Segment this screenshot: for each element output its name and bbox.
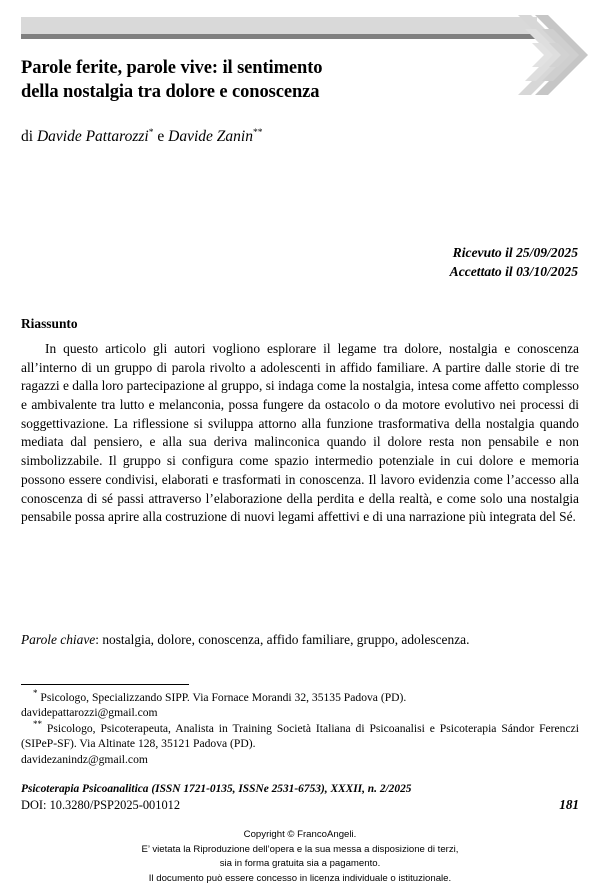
date-received: Ricevuto il 25/09/2025 [452,245,578,260]
author-name-secondary: Davide Zanin [168,128,253,145]
franco-angeli-chevrons-logo-icon [515,13,595,105]
footnotes-block [21,690,579,767]
copyright-line-2: E’ vietata la Riproduzione dell’opera e la sua messa a disposizione di terzi, [141,843,459,855]
footnote-2-email[interactable]: davidezanindz@gmail.com [21,752,148,766]
journal-citation-line: Psicoterapia Psicoanalitica (ISSN 1721-0135, ISSNe 2531-6753), XXXII, n. 2/2025 [21,783,412,795]
footnote-1-email[interactable]: davidepattarozzi@gmail.com [21,706,158,720]
footnote-1 [21,690,579,705]
footnote-2 [21,718,579,752]
keywords-values: nostalgia, dolore, conoscenza, affido familiare, gruppo, adolescenza. [102,632,470,647]
footnote-2-text: Psicologo, Psicoterapeuta, Analista in Training Società Italiana di Psicoanalisi e Psicoterapia Sándor Ferenczi (SIPeP-SF). Via Altinate 128, 35121 Padova (PD). [21,721,579,751]
article-title-line-2: della nostalgia tra dolore e conoscenza [21,82,320,103]
page-number: 181 [559,797,579,812]
keywords-line [21,631,579,650]
author-footnote-marker-2: ** [252,126,263,138]
footnote-1-text: Psicologo, Specializzando SIPP. Via Fornace Morandi 32, 35135 Padova (PD). [37,691,407,704]
copyright-line-1: Copyright © FrancoAngeli. [243,829,357,840]
byline-conjunction: e [153,128,169,145]
title-block [21,56,461,104]
footnote-1-marker: * [33,688,38,699]
page-title [21,56,461,104]
author-name-primary: Davide Pattarozzi [36,128,149,145]
submission-dates [450,243,578,282]
keywords-separator: : [95,632,103,647]
copyright-line-3: sia in forma gratuita sia a pagamento. [219,858,381,870]
keywords-label: Parole chiave [21,632,96,647]
footnote-2-marker: ** [33,718,43,729]
byline-prefix: di [21,128,37,145]
abstract-text: In questo articolo gli autori vogliono esplorare il legame tra dolore, nostalgia e conoscenza all’interno di un gruppo di parola rivolto a adolescenti in affido familiare. A partire dalle storie di tre ragazzi e dalla loro partecipazione al gruppo, si indaga come la nostalgia, intesa come affetto complesso e ambivalente tra lutto e melanconia, possa fungere da ostacolo o da motore evolutivo nei processi di soggettivazione. La riflessione si sviluppa attorno alla funzione trasformativa della nostalgia quando mediata dal pensiero, e alla sua deriva malinconica quando il dolore resta non pensabile e non simbolizzabile. Il gruppo si configura come spazio intermedio potenziale in cui dolore e memoria possono essere condivisi, elaborati e trasformati in conoscenza. Il lavoro evidenzia come l’accesso alla conoscenza di sé passi attraverso l’elaborazione della perdita e della realtà, e come solo una nostalgia pensabile possa aprire alla costruzione di nuovi legami affettivi e di una narrazione più integrata del Sé. [21,341,579,525]
header-band-dark-strip [21,34,537,39]
author-byline [21,128,263,147]
abstract-heading: Riassunto [21,316,78,331]
doi-and-page-row [21,797,579,813]
doi-text: DOI: 10.3280/PSP2025-001012 [21,798,181,812]
article-title-line-1: Parole ferite, parole vive: il sentimento [21,58,323,78]
copyright-notice [0,828,600,886]
copyright-line-4: Il documento può essere concesso in licenza individuale o istituzionale. [148,872,452,884]
header-band-light-strip [21,17,537,34]
author-footnote-marker-1: * [148,126,154,138]
header-decorative-band [21,17,537,39]
footnote-separator-rule [21,684,189,685]
date-accepted: Accettato il 03/10/2025 [449,264,578,280]
